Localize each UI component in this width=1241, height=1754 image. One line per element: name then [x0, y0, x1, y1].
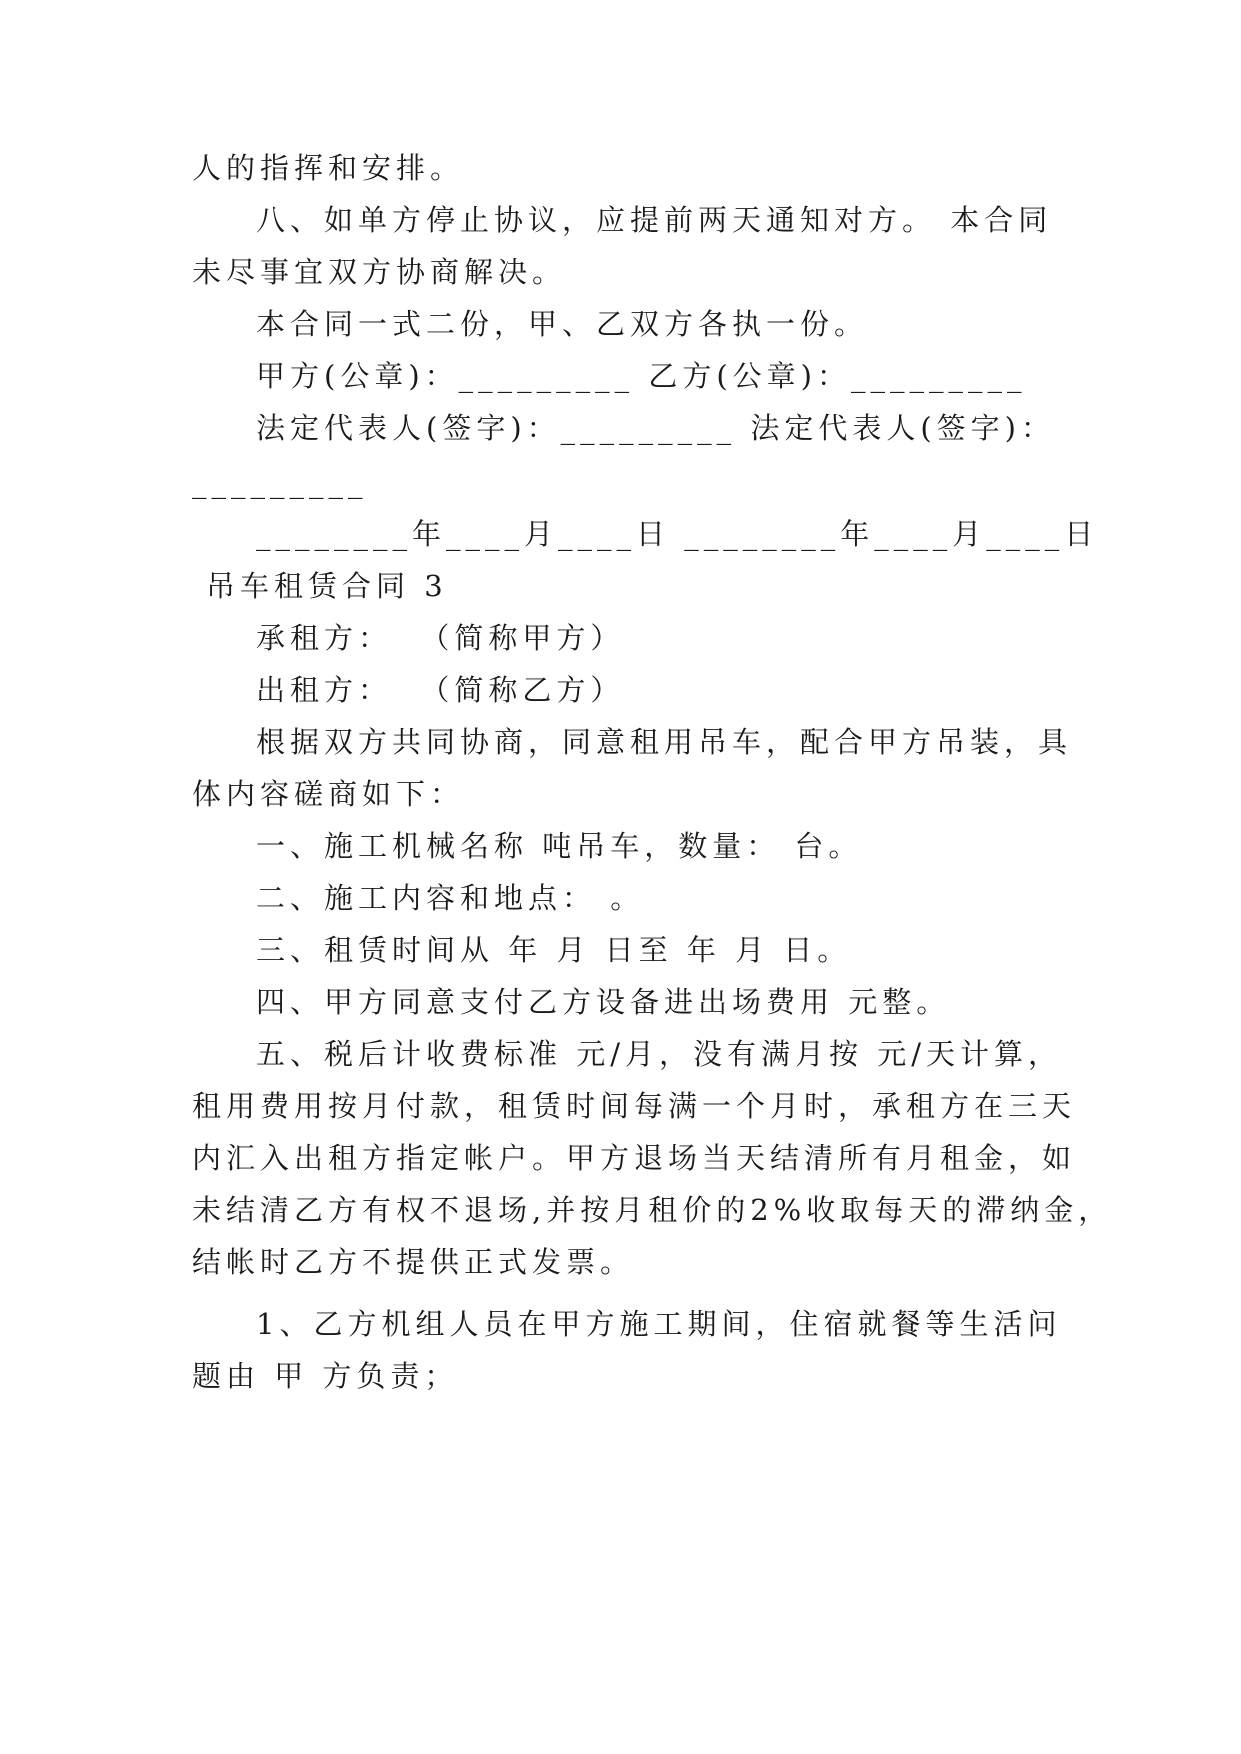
text-line: 承租方： （简称甲方）	[256, 621, 625, 655]
signature-line: 法定代表人(签字)：_________ 法定代表人(签字)：	[256, 411, 1055, 445]
section-heading: 吊车租赁合同 3	[206, 569, 448, 603]
text-line: 租用费用按月付款，租赁时间每满一个月时，承租方在三天	[192, 1089, 1077, 1123]
signature-blank: _________	[192, 465, 368, 499]
date-line: ________年____月____日 ________年____月____日	[256, 517, 1099, 551]
text-line: 三、租赁时间从 年 月 日至 年 月 日。	[256, 933, 852, 967]
text-line: 二、施工内容和地点： 。	[256, 881, 645, 915]
text-line: 根据双方共同协商，同意租用吊车，配合甲方吊装，具	[256, 725, 1073, 759]
text-line: 未尽事宜双方协商解决。	[192, 255, 567, 289]
text-line: 未结清乙方有权不退场,并按月租价的2%收取每天的滞纳金，	[192, 1193, 1113, 1227]
text-line: 八、如单方停止协议，应提前两天通知对方。 本合同	[256, 203, 1053, 237]
text-line: 体内容磋商如下：	[192, 777, 465, 811]
text-line: 出租方： （简称乙方）	[256, 673, 625, 707]
text-line: 五、税后计收费标准 元/月，没有满月按 元/天计算，	[256, 1037, 1062, 1071]
signature-line: 甲方(公章)：_________ 乙方(公章)：_________	[256, 359, 1027, 393]
text-line: 四、甲方同意支付乙方设备进出场费用 元整。	[256, 985, 951, 1019]
text-line: 本合同一式二份，甲、乙双方各执一份。	[256, 307, 869, 341]
text-line: 人的指挥和安排。	[192, 151, 465, 185]
text-line: 1、乙方机组人员在甲方施工期间，住宿就餐等生活问	[256, 1307, 1062, 1341]
text-line: 题由 甲 方负责；	[192, 1359, 459, 1393]
text-line: 结帐时乙方不提供正式发票。	[192, 1245, 635, 1279]
text-line: 内汇入出租方指定帐户。甲方退场当天结清所有月租金，如	[192, 1141, 1077, 1175]
text-line: 一、施工机械名称 吨吊车，数量： 台。	[256, 829, 863, 863]
